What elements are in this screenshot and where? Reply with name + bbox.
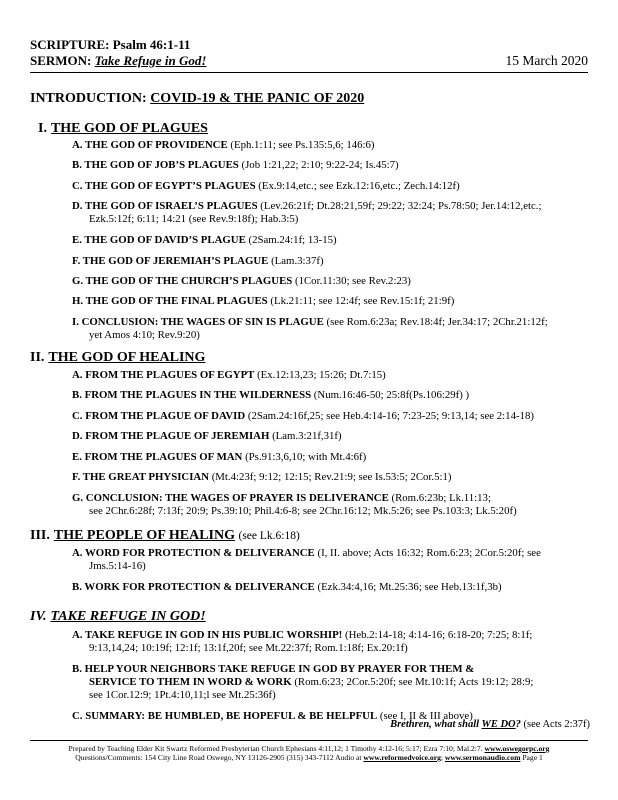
item-references: (I, II. above; Acts 16:32; Rom.6:23; 2Cor.5:20f; see [317, 547, 541, 559]
sermon-line [30, 53, 588, 69]
outline-item [72, 663, 592, 703]
item-references: (Ezk.34:4,16; Mt.25:36; see Heb.13:1f,3b) [317, 581, 502, 593]
item-title: B. WORK FOR PROTECTION & DELIVERANCE [72, 581, 315, 593]
outline-item [72, 255, 592, 268]
section-heading [38, 121, 208, 137]
closing-text: Brethren, what shall [390, 719, 480, 730]
closing-question [390, 719, 590, 730]
church-website-link[interactable]: www.oswegorpc.org [484, 744, 550, 753]
item-references-continued: 9:13,14,24; 10:19f; 12:1f; 13:1f,20f; see Mt.22:37f; Rom.1:18f; Ex.20:1f) [89, 642, 408, 655]
scripture-line [30, 37, 588, 53]
section-number: IV. [30, 609, 47, 624]
section-reference: (see Lk.6:18) [238, 530, 300, 542]
outline-item [72, 547, 592, 573]
scripture-reference: Psalm 46:1-11 [112, 37, 191, 52]
section-title: THE GOD OF HEALING [48, 350, 206, 365]
outline-item [72, 275, 592, 288]
item-title: C. THE GOD OF EGYPT’S PLAGUES [72, 180, 256, 192]
item-title: G. CONCLUSION: THE WAGES OF PRAYER IS DELIVERANCE [72, 492, 389, 504]
closing-reference: (see Acts 2:37f) [523, 719, 590, 730]
item-references: (2Sam.24:1f; 13-15) [248, 234, 337, 246]
item-references: (Lam.3:37f) [271, 255, 324, 267]
outline-item [72, 316, 592, 342]
item-references: (Lk.21:11; see 12:4f; see Rev.15:1f; 21:9f) [270, 295, 455, 307]
item-references: (Lev.26:21f; Dt.28:21,59f; 29:22; 32:24; Ps.78:50; Jer.14:12,etc.; [260, 200, 542, 212]
outline-item [72, 139, 592, 152]
item-title: A. THE GOD OF PROVIDENCE [72, 139, 228, 151]
outline-item [72, 451, 592, 464]
item-references: (Rom.6:23b; Lk.11:13; [391, 492, 491, 504]
outline-item [72, 410, 592, 423]
outline-item [72, 492, 592, 518]
footer-contact: Questions/Comments: 154 City Line Road Oswego, NY 13126-2905 (315) 343-7112 Audio at [75, 753, 362, 762]
introduction-title: COVID-19 & THE PANIC OF 2020 [150, 91, 365, 106]
outline-item [72, 430, 592, 443]
section-heading [30, 609, 206, 625]
item-references: (Mt.4:23f; 9:12; 12:15; Rev.21:9; see Is.53:5; 2Cor.5:1) [211, 471, 452, 483]
scripture-label: SCRIPTURE: [30, 37, 110, 52]
section-title: TAKE REFUGE IN GOD! [50, 609, 206, 624]
footer-line-2: Questions/Comments: 154 City Line Road Oswego, NY 13126-2905 (315) 343-7112 Audio at www.reformedvoice.org; www.sermonaudio.com Page 1 [75, 753, 543, 762]
sermonaudio-link[interactable]: www.sermonaudio.com [444, 753, 521, 762]
item-title: G. THE GOD OF THE CHURCH’S PLAGUES [72, 275, 293, 287]
footer-line-1 [30, 744, 588, 753]
item-title-continued: SERVICE TO THEM IN WORD & WORK [89, 676, 292, 689]
sermon-date: 15 March 2020 [505, 53, 588, 68]
item-title: C. FROM THE PLAGUE OF DAVID [72, 410, 246, 422]
sermon-title: Take Refuge in God! [94, 53, 207, 68]
footer-divider [30, 740, 588, 741]
item-references-continued: see 1Cor.12:9; 1Pt.4:10,11;l see Mt.25:36f) [89, 689, 276, 702]
item-references: (Lam.3:21f,31f) [272, 430, 342, 442]
item-references: (Eph.1:11; see Ps.135:5,6; 146:6) [230, 139, 375, 151]
item-references-continued: yet Amos 4:10; Rev.9:20) [89, 329, 200, 342]
section-number: I. [38, 121, 47, 136]
item-references-continued: Jms.5:14-16) [89, 560, 146, 573]
item-title: E. FROM THE PLAGUES OF MAN [72, 451, 243, 463]
item-title: A. FROM THE PLAGUES OF EGYPT [72, 369, 255, 381]
item-title: B. THE GOD OF JOB’S PLAGUES [72, 159, 239, 171]
item-references: (Heb.2:14-18; 4:14-16; 6:18-20; 7:25; 8:1f; [344, 629, 533, 641]
item-title: A. TAKE REFUGE IN GOD IN HIS PUBLIC WORSHIP! [72, 629, 343, 641]
section-heading [30, 350, 205, 366]
item-references: (Ex.9:14,etc.; see Ezk.12:16,etc.; Zech.14:12f) [258, 180, 460, 192]
item-references: (Ps.91:3,6,10; with Mt.4:6f) [245, 451, 367, 463]
outline-item [72, 200, 592, 226]
item-references: (Ex.12:13,23; 15:26; Dt.7:15) [257, 369, 386, 381]
outline-item [72, 180, 592, 193]
item-title: B. FROM THE PLAGUES IN THE WILDERNESS [72, 389, 312, 401]
outline-item [72, 471, 592, 484]
item-references: (see Rom.6:23a; Rev.18:4f; Jer.34:17; 2Chr.21:12f; [326, 316, 548, 328]
item-title: H. THE GOD OF THE FINAL PLAGUES [72, 295, 268, 307]
outline-item [72, 581, 592, 594]
item-references: (Num.16:46-50; 25:8f(Ps.106:29f) ) [313, 389, 470, 401]
item-title: F. THE GOD OF JEREMIAH’S PLAGUE [72, 255, 269, 267]
outline-item [72, 629, 592, 655]
header-divider [30, 72, 588, 73]
item-title: D. FROM THE PLAGUE OF JEREMIAH [72, 430, 270, 442]
introduction-heading [30, 91, 364, 107]
item-references: (see I, II & III above) [379, 710, 473, 722]
item-title: E. THE GOD OF DAVID’S PLAGUE [72, 234, 246, 246]
closing-question-mark: ? [515, 719, 521, 730]
outline-item [72, 389, 592, 402]
outline-item [72, 159, 592, 172]
section-number: III. [30, 528, 50, 543]
item-title: C. SUMMARY: BE HUMBLED, BE HOPEFUL & BE HELPFUL [72, 710, 378, 722]
page-number: Page 1 [522, 753, 543, 762]
outline-item [72, 369, 592, 382]
item-title: B. HELP YOUR NEIGHBORS TAKE REFUGE IN GOD BY PRAYER FOR THEM & [72, 663, 475, 675]
sermon-label: SERMON: [30, 53, 92, 68]
item-references: (2Sam.24:16f,25; see Heb.4:14-16; 7:23-25; 9:13,14; see 2:14-18) [247, 410, 534, 422]
item-references-continued: Ezk.5:12f; 6:11; 14:21 (see Rev.9:18f); Hab.3:5) [89, 213, 299, 226]
item-references-continued: see 2Chr.6:28f; 7:13f; 20:9; Ps.39:10; Phil.4:6-8; see 2Chr.16:12; Mk.5:26; see Ps.103:3; Lk.5:20f) [89, 505, 517, 518]
item-title: F. THE GREAT PHYSICIAN [72, 471, 209, 483]
footer-preparer: Prepared by Teaching Elder Kit Swartz Reformed Presbyterian Church Ephesians 4:11,12; 1 Timothy 4:12-16; 5:17; Ezra 7:10; Mal.2:7. [68, 744, 483, 753]
item-references: (1Cor.11:30; see Rev.2:23) [294, 275, 411, 287]
section-title: THE PEOPLE OF HEALING [53, 528, 235, 543]
item-title: D. THE GOD OF ISRAEL’S PLAGUES [72, 200, 258, 212]
item-references: (Job 1:21,22; 2:10; 9:22-24; Is.45:7) [241, 159, 399, 171]
reformedvoice-link[interactable]: www.reformedvoice.org [363, 753, 441, 762]
introduction-label: INTRODUCTION: [30, 91, 147, 106]
outline-item [72, 295, 592, 308]
section-heading [30, 528, 300, 544]
item-references: (Rom.6:23; 2Cor.5:20f; see Mt.10:1f; Acts 19:12; 28:9; [294, 676, 534, 689]
section-number: II. [30, 350, 45, 365]
item-title: I. CONCLUSION: THE WAGES OF SIN IS PLAGUE [72, 316, 324, 328]
closing-emphasis: WE DO [481, 719, 516, 730]
outline-item [72, 234, 592, 247]
section-title: THE GOD OF PLAGUES [50, 121, 208, 136]
item-title: A. WORD FOR PROTECTION & DELIVERANCE [72, 547, 315, 559]
